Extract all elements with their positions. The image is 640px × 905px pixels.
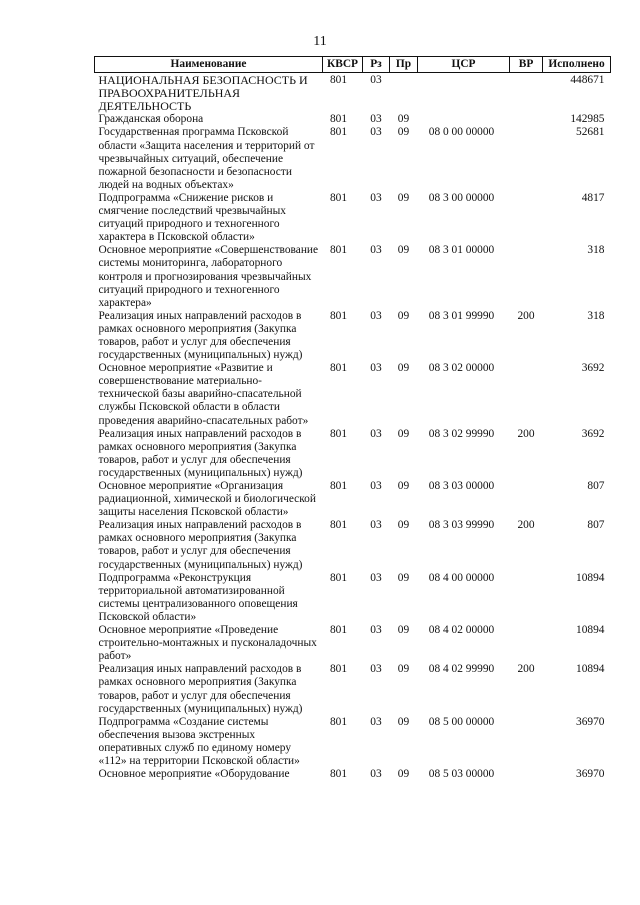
row-kvsr: 801 [329,480,348,492]
row-vr [510,572,543,624]
row-csr: 08 3 03 99990 [428,519,495,532]
row-amount: 36970 [576,768,605,781]
table-row [95,192,611,244]
row-pr [390,73,418,114]
row-kvsr: 801 [329,74,348,87]
row-vr [510,362,543,427]
table-header [95,57,611,73]
row-vr [510,244,543,309]
row-name: Подпрограмма «Создание системы обеспечения вызова экстренных оперативных служб по единому номеру «112» на территории Псковской области» [98,715,300,767]
row-pr: 09 [397,571,410,584]
table-row [95,572,611,624]
row-amount: 52681 [576,126,605,139]
row-pr: 09 [397,768,410,781]
row-rz: 03 [370,427,382,440]
row-rz: 03 [370,663,382,676]
row-csr: 08 3 01 00000 [428,244,495,257]
table-row [95,362,611,427]
row-name: Реализация иных направлений расходов в рамках основного мероприятия (Закупка товаров, работ и услуг для обеспечения государственных (муниципальных) нужд) [98,427,303,479]
header-kvsr: КВСР [323,57,363,73]
row-kvsr: 801 [329,113,348,126]
row-name: Государственная программа Псковской области «Защита населения и территорий от чрезвычайных ситуаций, обеспечение пожарной безопасности и безопасности людей на водных объектах» [98,126,315,191]
row-amount: 807 [587,519,605,532]
row-kvsr: 801 [329,126,348,139]
row-name: Подпрограмма «Реконструкция территориальной автоматизированной системы централизованного оповещения Псковской области» [98,571,298,623]
table-row [95,73,611,114]
row-rz: 03 [370,126,382,139]
row-rz: 03 [370,715,382,728]
row-amount: 36970 [576,715,605,728]
row-amount: 3692 [581,427,605,440]
page-number: 11 [313,34,327,49]
row-vr [510,624,543,663]
table-row [95,113,611,126]
row-kvsr: 801 [329,663,348,676]
header-csr: ЦСР [418,57,510,73]
header-name: Наименование [95,57,323,73]
row-vr [510,126,543,191]
row-amount: 3692 [581,362,605,375]
row-kvsr: 801 [329,519,348,532]
row-vr [510,192,543,244]
row-name: Реализация иных направлений расходов в рамках основного мероприятия (Закупка товаров, работ и услуг для обеспечения государственных (муниципальных) нужд) [98,519,303,571]
row-rz: 03 [370,191,382,204]
header-row [95,57,611,73]
row-vr [510,768,543,781]
row-rz: 03 [370,519,382,532]
row-csr: 08 5 00 00000 [428,715,495,728]
row-rz: 03 [370,571,382,584]
row-csr: 08 3 00 00000 [428,191,495,204]
row-rz: 03 [370,309,382,322]
table-row [95,624,611,663]
row-kvsr: 801 [329,362,348,375]
row-csr: 08 3 02 00000 [428,362,495,375]
row-name: Основное мероприятие «Совершенствование системы мониторинга, лабораторного контроля и прогнозирования чрезвычайных ситуаций природного и техногенного характера» [98,244,319,309]
row-vr [510,73,543,114]
header-pr: Пр [390,57,418,73]
row-csr [418,73,510,114]
table-row [95,768,611,781]
row-pr: 09 [397,362,410,375]
row-kvsr: 801 [329,244,348,257]
row-kvsr: 801 [329,571,348,584]
row-rz: 03 [370,113,382,126]
table-row [95,310,611,362]
table-row [95,428,611,480]
row-kvsr: 801 [329,768,348,781]
row-name: Гражданская оборона [98,113,204,126]
table-row [95,244,611,309]
row-rz: 03 [370,768,382,781]
row-vr [510,113,543,126]
table-row [95,480,611,519]
table-row [95,519,611,571]
row-vr: 200 [517,519,535,532]
row-pr: 09 [397,244,410,257]
row-amount: 4817 [581,191,605,204]
row-name: НАЦИОНАЛЬНАЯ БЕЗОПАСНОСТЬ И ПРАВООХРАНИТЕЛЬНАЯ ДЕЯТЕЛЬНОСТЬ [98,73,308,114]
row-amount: 10894 [576,624,605,637]
row-name: Реализация иных направлений расходов в рамках основного мероприятия (Закупка товаров, работ и услуг для обеспечения государственных (муниципальных) нужд) [98,663,303,715]
row-name: Основное мероприятие «Организация радиационной, химической и биологической защиты населения Псковской области» [98,480,316,519]
row-csr [418,113,510,126]
row-vr: 200 [517,309,535,322]
table-row [95,716,611,768]
table-row [95,126,611,191]
row-amount: 10894 [576,571,605,584]
row-csr: 08 3 03 00000 [428,480,495,492]
row-kvsr: 801 [329,624,348,637]
row-amount: 807 [587,480,605,492]
row-amount: 448671 [570,74,605,87]
row-csr: 08 3 01 99990 [428,309,495,322]
row-vr [510,480,543,519]
row-name: Основное мероприятие «Развитие и совершенствование материально-технической базы аварийно-спасательной службы Псковской области в области проведения аварийно-спасательных работ» [98,362,309,427]
row-name: Основное мероприятие «Оборудование [98,768,290,781]
row-pr: 09 [397,519,410,532]
row-amount: 10894 [576,663,605,676]
row-kvsr: 801 [329,191,348,204]
row-amount: 318 [587,309,605,322]
row-vr [510,716,543,768]
row-name: Подпрограмма «Снижение рисков и смягчение последствий чрезвычайных ситуаций природного и техногенного характера в Псковской области» [98,191,286,244]
row-csr: 08 4 02 00000 [428,624,495,637]
row-csr: 08 3 02 99990 [428,427,495,440]
row-csr: 08 0 00 00000 [428,126,495,139]
table-body [95,73,611,782]
row-kvsr: 801 [329,715,348,728]
row-amount: 318 [587,244,605,257]
row-rz: 03 [370,74,382,87]
budget-table [94,56,611,781]
row-csr: 08 4 02 99990 [428,663,495,676]
row-pr: 09 [397,480,410,492]
row-kvsr: 801 [329,427,348,440]
row-vr: 200 [517,427,535,440]
row-name: Реализация иных направлений расходов в рамках основного мероприятия (Закупка товаров, работ и услуг для обеспечения государственных (муниципальных) нужд) [98,309,303,362]
row-rz: 03 [370,244,382,257]
row-pr: 09 [397,126,410,139]
row-csr: 08 5 03 00000 [428,768,495,781]
row-pr: 09 [397,715,410,728]
row-pr: 09 [397,309,410,322]
header-rz: Рз [363,57,390,73]
header-vr: ВР [510,57,543,73]
row-rz: 03 [370,362,382,375]
row-pr: 09 [397,191,410,204]
row-vr: 200 [517,663,535,676]
row-rz: 03 [370,624,382,637]
header-amount: Исполнено [543,57,611,73]
row-amount: 142985 [570,113,605,126]
row-rz: 03 [370,480,382,492]
row-csr: 08 4 00 00000 [428,571,495,584]
row-pr: 09 [397,624,410,637]
row-pr: 09 [397,663,410,676]
row-name: Основное мероприятие «Проведение строительно-монтажных и пусконаладочных работ» [98,624,317,663]
row-pr: 09 [397,427,410,440]
row-pr: 09 [397,113,410,126]
table-row [95,663,611,715]
row-kvsr: 801 [329,309,348,322]
